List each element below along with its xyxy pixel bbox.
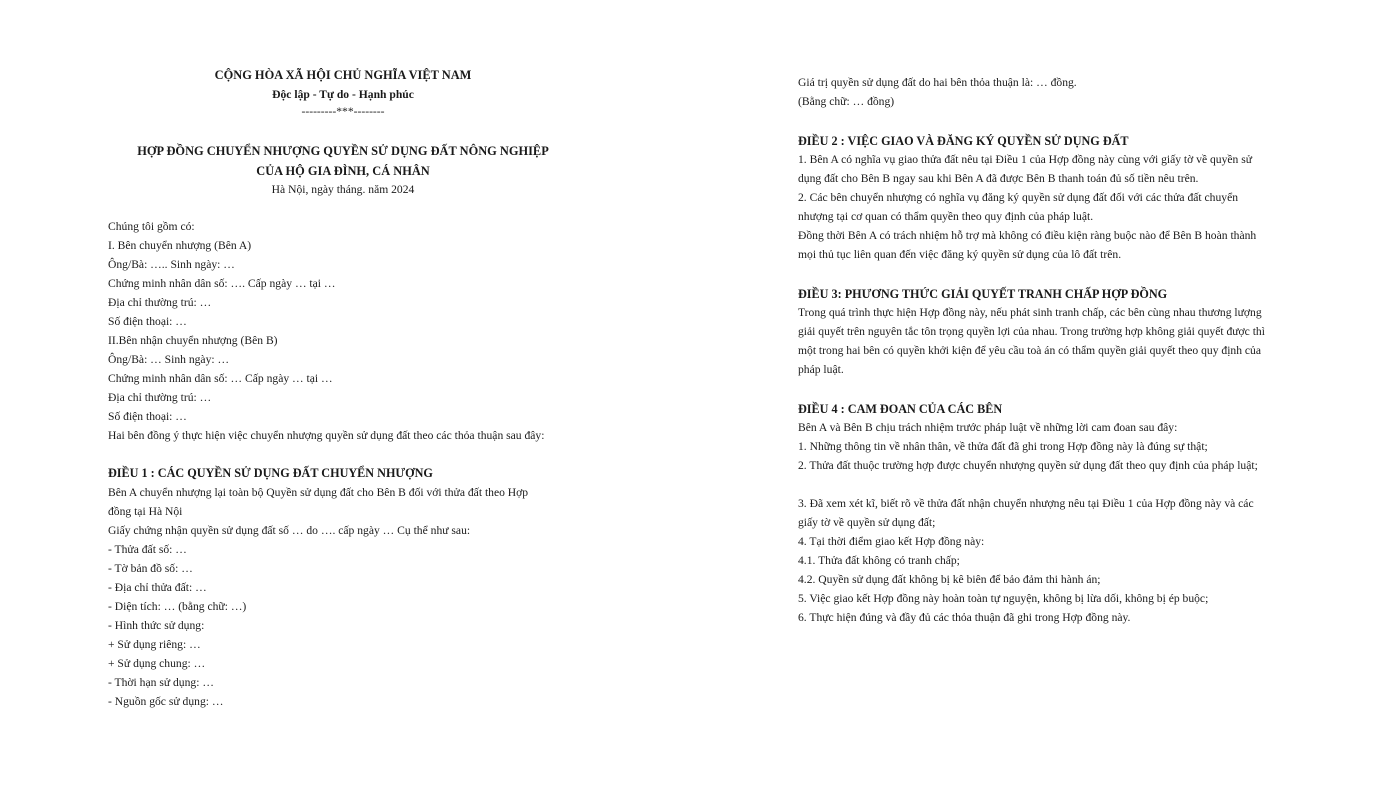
article-4-title-number: ĐIỀU 4	[798, 402, 838, 416]
list-item: - Tờ bản đồ số: …	[108, 562, 193, 575]
party-a-phone: Số điện thoại: …	[108, 315, 187, 328]
article-4-item-4-1: 4.1. Thửa đất không có tranh chấp;	[798, 554, 960, 567]
party-a-name: Ông/Bà: ….. Sinh ngày: …	[108, 258, 235, 271]
list-item: - Địa chỉ thửa đất: …	[108, 581, 207, 594]
list-item: - Nguồn gốc sử dụng: …	[108, 695, 224, 708]
party-b-heading: II.Bên nhận chuyển nhượng (Bên B)	[108, 334, 278, 347]
article-1-title: ĐIỀU 1 : CÁC QUYỀN SỬ DỤNG ĐẤT CHUYỂN NHƯỢNG	[108, 466, 433, 480]
article-2-paragraph-3: Đồng thời Bên A có trách nhiệm hỗ trợ mà không có điều kiện ràng buộc nào để Bên B hoàn thành mọi thủ tục liên quan đến việc đăng ký quyền sử dụng của lô đất trên.	[798, 229, 1257, 261]
article-2-title: ĐIỀU 2 : VIỆC GIAO VÀ ĐĂNG KÝ QUYỀN SỬ DỤNG ĐẤT	[798, 134, 1129, 148]
agreement-statement: Hai bên đồng ý thực hiện việc chuyển nhượng quyền sử dụng đất theo các thỏa thuận sau đây:	[108, 429, 545, 442]
list-item: - Hình thức sử dụng:	[108, 619, 205, 632]
parties-intro: Chúng tôi gồm có:	[108, 220, 195, 233]
contract-title-line-1: HỢP ĐỒNG CHUYỂN NHƯỢNG QUYỀN SỬ DỤNG ĐẤT NÔNG NGHIỆP	[137, 144, 549, 158]
national-motto: Độc lập - Tự do - Hạnh phúc	[272, 88, 414, 101]
party-b-address: Địa chỉ thường trú: …	[108, 391, 212, 404]
article-1-paragraph-line-1: Bên A chuyển nhượng lại toàn bộ Quyền sử dụng đất cho Bên B đối với thửa đất theo Hợp	[108, 486, 529, 499]
article-4-item-2: 2. Thửa đất thuộc trường hợp được chuyển nhượng quyền sử dụng đất theo quy định của pháp luật;	[798, 459, 1258, 472]
article-4-item-5: 5. Việc giao kết Hợp đồng này hoàn toàn tự nguyện, không bị lừa dối, không bị ép buộc;	[798, 592, 1209, 605]
article-4-item-1: 1. Những thông tin về nhân thân, về thửa đất đã ghi trong Hợp đồng này là đúng sự thật;	[798, 440, 1208, 453]
article-4-item-4-2: 4.2. Quyền sử dụng đất không bị kê biên để bảo đảm thi hành án;	[798, 573, 1101, 586]
article-2-paragraph-2: 2. Các bên chuyển nhượng có nghĩa vụ đăng ký quyền sử dụng đất đối với các thửa đất chuyển nhượng tại cơ quan có thẩm quyền theo quy định của pháp luật.	[798, 191, 1239, 223]
contract-title-line-2: CỦA HỘ GIA ĐÌNH, CÁ NHÂN	[256, 164, 430, 178]
article-4-title	[798, 401, 1002, 417]
list-item: - Diện tích: … (bằng chữ: …)	[108, 600, 247, 613]
article-4-intro: Bên A và Bên B chịu trách nhiệm trước pháp luật về những lời cam đoan sau đây:	[798, 421, 1178, 434]
article-1-certificate: Giấy chứng nhận quyền sử dụng đất số … do …. cấp ngày … Cụ thể như sau:	[108, 524, 471, 537]
article-3-paragraph: Trong quá trình thực hiện Hợp đồng này, nếu phát sinh tranh chấp, các bên cùng nhau thương lượng giải quyết trên nguyên tắc tôn trọng quyền lợi của nhau. Trong trường hợp không giải quyết được thì một trong hai bên có quyền khởi kiện để yêu cầu toà án có thẩm quyền giải quyết theo quy định của pháp luật.	[798, 306, 1265, 376]
party-a-heading: I. Bên chuyển nhượng (Bên A)	[108, 239, 252, 252]
party-a-address: Địa chỉ thường trú: …	[108, 296, 212, 309]
party-a-id: Chứng minh nhân dân số: …. Cấp ngày … tại …	[108, 277, 336, 290]
article-3-title: ĐIỀU 3: PHƯƠNG THỨC GIẢI QUYẾT TRANH CHẤP HỢP ĐỒNG	[798, 287, 1168, 301]
place-date: Hà Nội, ngày tháng. năm 2024	[271, 183, 415, 196]
article-4-item-4: 4. Tại thời điểm giao kết Hợp đồng này:	[798, 535, 985, 548]
list-item: + Sử dụng riêng: …	[108, 638, 201, 651]
article-4-item-6: 6. Thực hiện đúng và đầy đủ các thỏa thuận đã ghi trong Hợp đồng này.	[798, 611, 1131, 624]
article-1-paragraph-line-2: đồng tại Hà Nội	[108, 505, 183, 518]
value-line: Giá trị quyền sử dụng đất do hai bên thỏa thuận là: … đồng.	[798, 76, 1077, 89]
list-item: - Thửa đất số: …	[108, 543, 187, 556]
article-4-title-text: : CAM ĐOAN CỦA CÁC BÊN	[837, 402, 1003, 416]
party-b-id: Chứng minh nhân dân số: … Cấp ngày … tại …	[108, 372, 333, 385]
value-in-words: (Bằng chữ: … đồng)	[798, 95, 895, 108]
article-2-paragraph-1: 1. Bên A có nghĩa vụ giao thửa đất nêu tại Điều 1 của Hợp đồng này cùng với giấy tờ về quyền sử dụng đất cho Bên B ngay sau khi Bên A đã được Bên B thanh toán đủ số tiền nêu trên.	[798, 153, 1253, 185]
header-separator: ---------***--------	[301, 105, 385, 118]
list-item: - Thời hạn sử dụng: …	[108, 676, 214, 689]
article-4-item-3: 3. Đã xem xét kĩ, biết rõ về thửa đất nhận chuyển nhượng nêu tại Điều 1 của Hợp đồng này và các giấy tờ về quyền sử dụng đất;	[798, 497, 1254, 529]
national-title: CỘNG HÒA XÃ HỘI CHỦ NGHĨA VIỆT NAM	[214, 68, 472, 82]
list-item: + Sử dụng chung: …	[108, 657, 206, 670]
party-b-phone: Số điện thoại: …	[108, 410, 187, 423]
party-b-name: Ông/Bà: … Sinh ngày: …	[108, 353, 230, 366]
